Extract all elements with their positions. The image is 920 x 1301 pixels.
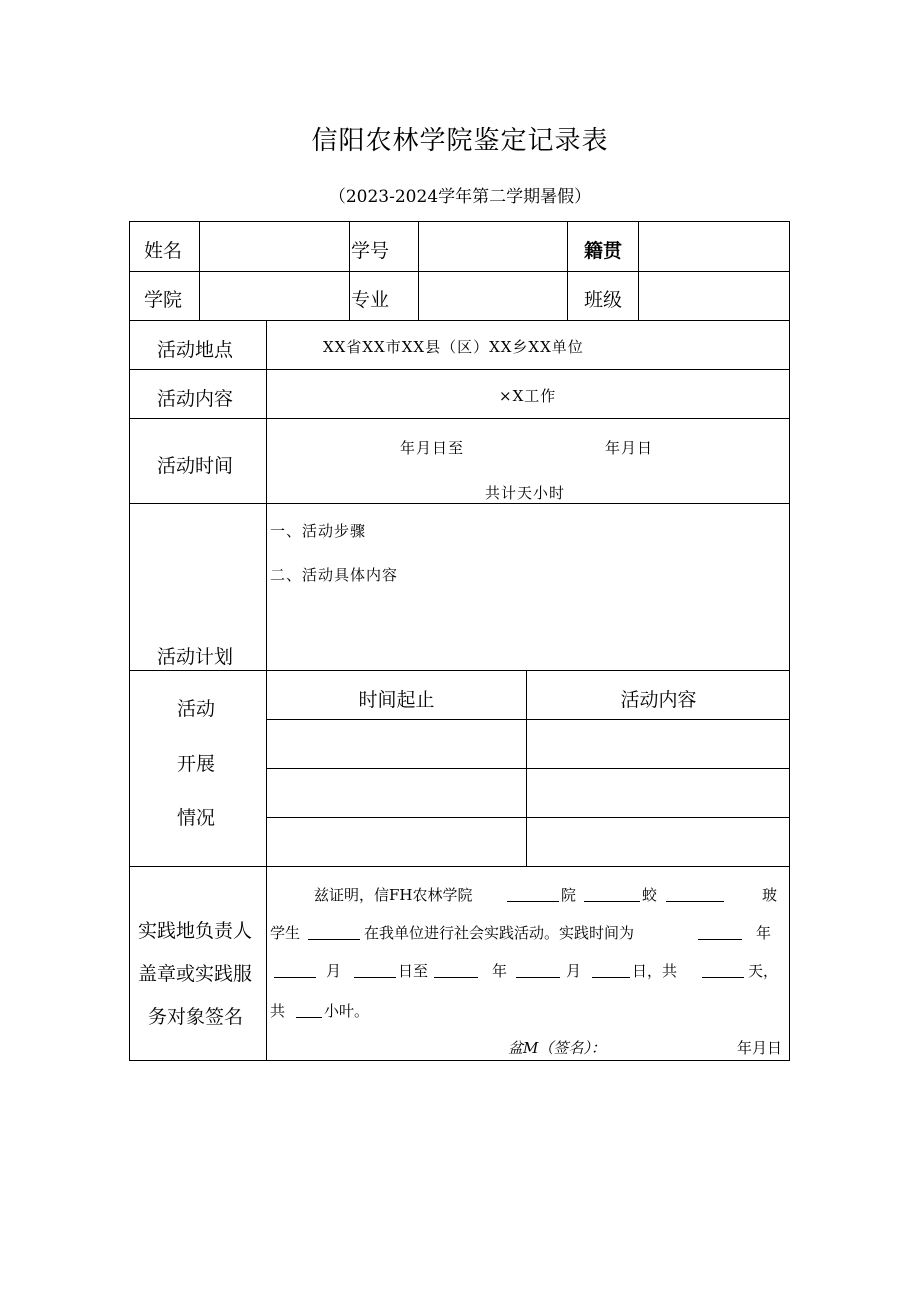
- progress-time-cell[interactable]: [267, 769, 526, 817]
- certify-text-segment: 小叶。: [324, 1002, 370, 1020]
- signature-field[interactable]: [620, 1034, 730, 1056]
- start-day-blank[interactable]: [354, 977, 396, 978]
- progress-content-cell[interactable]: [527, 818, 790, 866]
- total-hours-blank[interactable]: [296, 1017, 322, 1018]
- progress-label-line1: 活动: [177, 698, 216, 720]
- location-value[interactable]: XX省XX市XX县（区）XX乡XX单位: [323, 338, 584, 356]
- certify-text-segment: 天，: [748, 962, 779, 980]
- certify-text-segment: 玻: [762, 886, 778, 904]
- content-value[interactable]: ×X工作: [499, 387, 557, 405]
- time-from[interactable]: 年月日至: [400, 439, 465, 457]
- name-label: 姓名: [144, 240, 183, 262]
- progress-time-cell[interactable]: [267, 720, 526, 768]
- col-divider: [567, 222, 568, 320]
- row-divider: [130, 369, 790, 370]
- time-label: 活动时间: [157, 455, 234, 477]
- page-title: 信阳农林学院鉴定记录表: [311, 126, 609, 156]
- certify-label-line3: 务对象签名: [148, 1006, 244, 1028]
- origin-field[interactable]: [639, 223, 789, 270]
- certify-text-segment: 月: [566, 962, 582, 980]
- plan-label: 活动计划: [157, 646, 234, 668]
- certify-text-segment: 兹证明，信FH农林学院: [314, 886, 473, 904]
- content-label: 活动内容: [157, 388, 234, 410]
- total-days-blank[interactable]: [702, 977, 744, 978]
- college-field[interactable]: [200, 272, 349, 319]
- signature-label: 盆M（签名）：: [508, 1039, 606, 1057]
- certify-text-segment: 蛟: [642, 886, 658, 904]
- origin-label: 籍贯: [584, 240, 623, 262]
- col-header-time: 时间起止: [358, 689, 435, 711]
- end-month-blank[interactable]: [516, 977, 560, 978]
- progress-label-line3: 情况: [177, 807, 216, 829]
- start-year-blank[interactable]: [698, 939, 742, 940]
- student-id-label: 学号: [351, 240, 390, 262]
- class-field[interactable]: [639, 272, 789, 319]
- end-year-blank[interactable]: [434, 977, 478, 978]
- page-subtitle: （2023-2024学年第二学期暑假）: [328, 187, 592, 207]
- signature-date[interactable]: 年月日: [737, 1039, 783, 1057]
- certify-text-segment: 共: [270, 1002, 286, 1020]
- end-day-blank[interactable]: [592, 977, 630, 978]
- certify-text-segment: 月: [326, 962, 342, 980]
- certify-text-segment: 日，共: [632, 962, 678, 980]
- time-total[interactable]: 共计天小时: [485, 484, 566, 502]
- certify-text-segment: 院: [561, 886, 577, 904]
- major-label: 专业: [351, 289, 390, 311]
- time-to[interactable]: 年月日: [605, 439, 654, 457]
- name-field[interactable]: [200, 223, 349, 270]
- row-divider: [130, 320, 790, 321]
- location-label: 活动地点: [157, 339, 234, 361]
- certify-text-segment: 年: [492, 962, 508, 980]
- plan-item-details[interactable]: 二、活动具体内容: [270, 566, 399, 584]
- certify-label-line1: 实践地负责人: [138, 920, 253, 942]
- start-month-blank[interactable]: [274, 977, 316, 978]
- record-form: [129, 221, 790, 1061]
- row-divider: [130, 418, 790, 419]
- college-blank[interactable]: [507, 901, 559, 902]
- major-field[interactable]: [419, 272, 567, 319]
- student-id-field[interactable]: [419, 223, 567, 270]
- col-divider: [349, 222, 350, 320]
- certify-label-line2: 盖章或实践服: [138, 963, 253, 985]
- major-blank[interactable]: [584, 901, 640, 902]
- student-name-blank[interactable]: [308, 939, 360, 940]
- row-divider: [130, 866, 790, 867]
- progress-time-cell[interactable]: [267, 818, 526, 866]
- row-divider: [130, 503, 790, 504]
- class-label: 班级: [584, 289, 623, 311]
- col-header-content: 活动内容: [620, 689, 697, 711]
- progress-label-line2: 开展: [177, 753, 216, 775]
- class-blank[interactable]: [666, 901, 724, 902]
- certify-text-segment: 日至: [398, 962, 429, 980]
- certify-text-segment: 年: [756, 924, 772, 942]
- row-divider: [130, 670, 790, 671]
- plan-item-steps[interactable]: 一、活动步骤: [270, 522, 367, 540]
- certify-text-segment: 在我单位进行社会实践活动。实践时间为: [364, 924, 635, 942]
- progress-content-cell[interactable]: [527, 720, 790, 768]
- college-label: 学院: [144, 289, 183, 311]
- certify-text-segment: 学生: [270, 924, 301, 942]
- progress-content-cell[interactable]: [527, 769, 790, 817]
